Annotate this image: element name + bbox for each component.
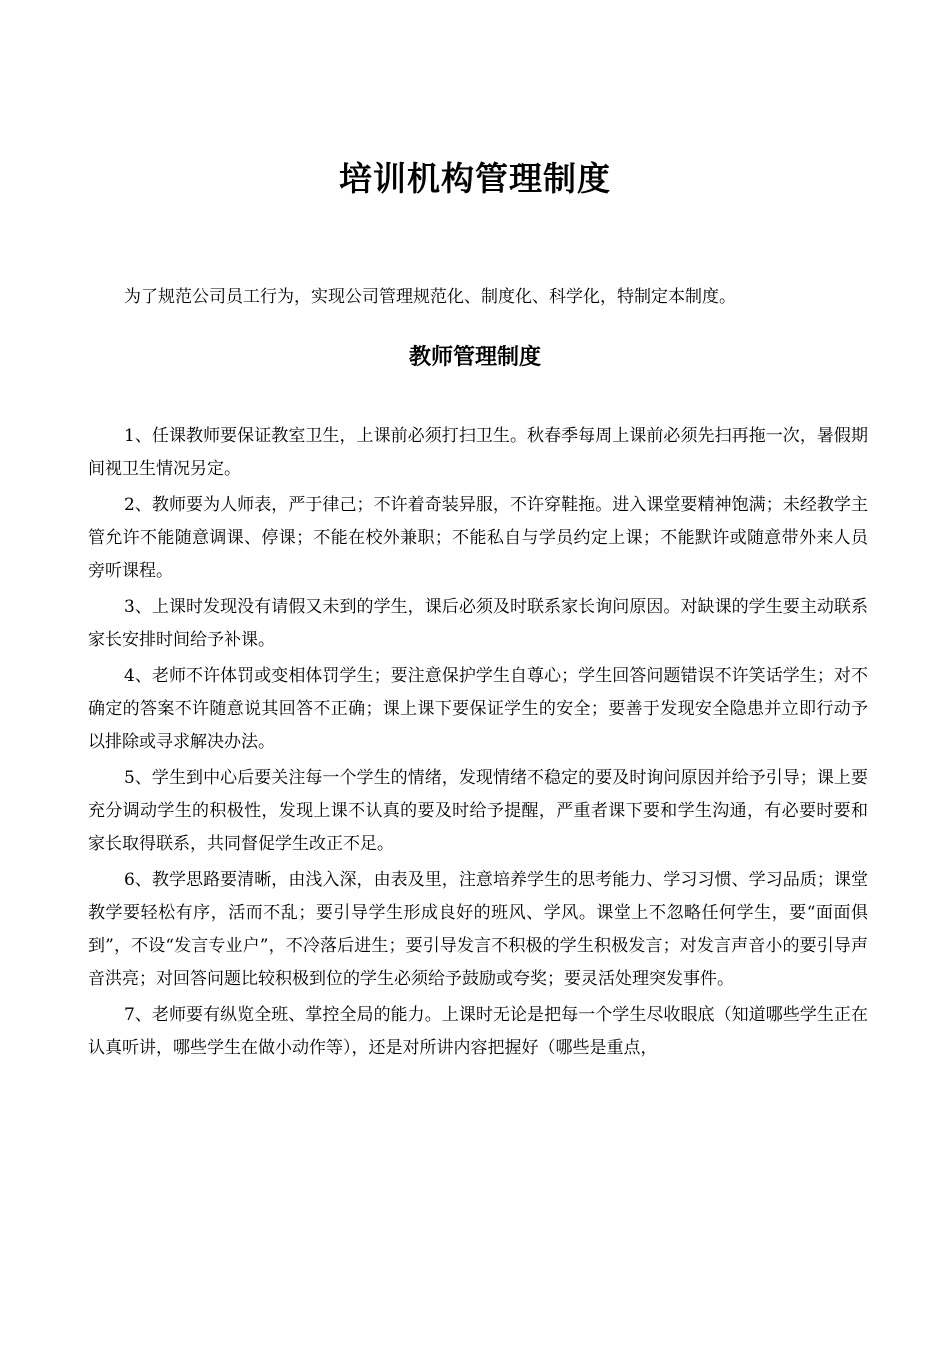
- rules-list: [88, 420, 868, 1068]
- section-title: 教师管理制度: [408, 344, 541, 370]
- rule-item: 1、任课教师要保证教室卫生，上课前必须打扫卫生。秋春季每周上课前必须先扫再拖一次，暑假期间视卫生情况另定。: [88, 426, 868, 479]
- rule-item: 6、教学思路要清晰，由浅入深，由表及里，注意培养学生的思考能力、学习习惯、学习品质；课堂教学要轻松有序，活而不乱；要引导学生形成良好的班风、学风。课堂上不忽略任何学生，要“面面俱到”，不设“发言专业户”，不冷落后进生；要引导发言不积极的学生积极发言；对发言声音小的要引导声音洪亮；对回答问题比较积极到位的学生必须给予鼓励或夸奖；要灵活处理突发事件。: [88, 870, 868, 989]
- rule-item: 7、老师要有纵览全班、掌控全局的能力。上课时无论是把每一个学生尽收眼底（知道哪些学生正在认真听讲，哪些学生在做小动作等），还是对所讲内容把握好（哪些是重点，: [88, 1005, 868, 1058]
- rule-item: 3、上课时发现没有请假又未到的学生，课后必须及时联系家长询问原因。对缺课的学生要主动联系家长安排时间给予补课。: [88, 597, 868, 650]
- intro-paragraph: 为了规范公司员工行为，实现公司管理规范化、制度化、科学化，特制定本制度。: [124, 287, 736, 307]
- rule-item: 4、老师不许体罚或变相体罚学生；要注意保护学生自尊心；学生回答问题错误不许笑话学生；对不确定的答案不许随意说其回答不正确；课上课下要保证学生的安全；要善于发现安全隐患并立即行动予以排除或寻求解决办法。: [88, 666, 868, 752]
- document-title: 培训机构管理制度: [339, 159, 611, 198]
- rule-item: 2、教师要为人师表，严于律己；不许着奇装异服，不许穿鞋拖。进入课堂要精神饱满；未经教学主管允许不能随意调课、停课；不能在校外兼职；不能私自与学员约定上课；不能默许或随意带外来人员旁听课程。: [88, 495, 868, 581]
- rule-item: 5、学生到中心后要关注每一个学生的情绪，发现情绪不稳定的要及时询问原因并给予引导；课上要充分调动学生的积极性，发现上课不认真的要及时给予提醒，严重者课下要和学生沟通，有必要时要和家长取得联系，共同督促学生改正不足。: [88, 768, 868, 854]
